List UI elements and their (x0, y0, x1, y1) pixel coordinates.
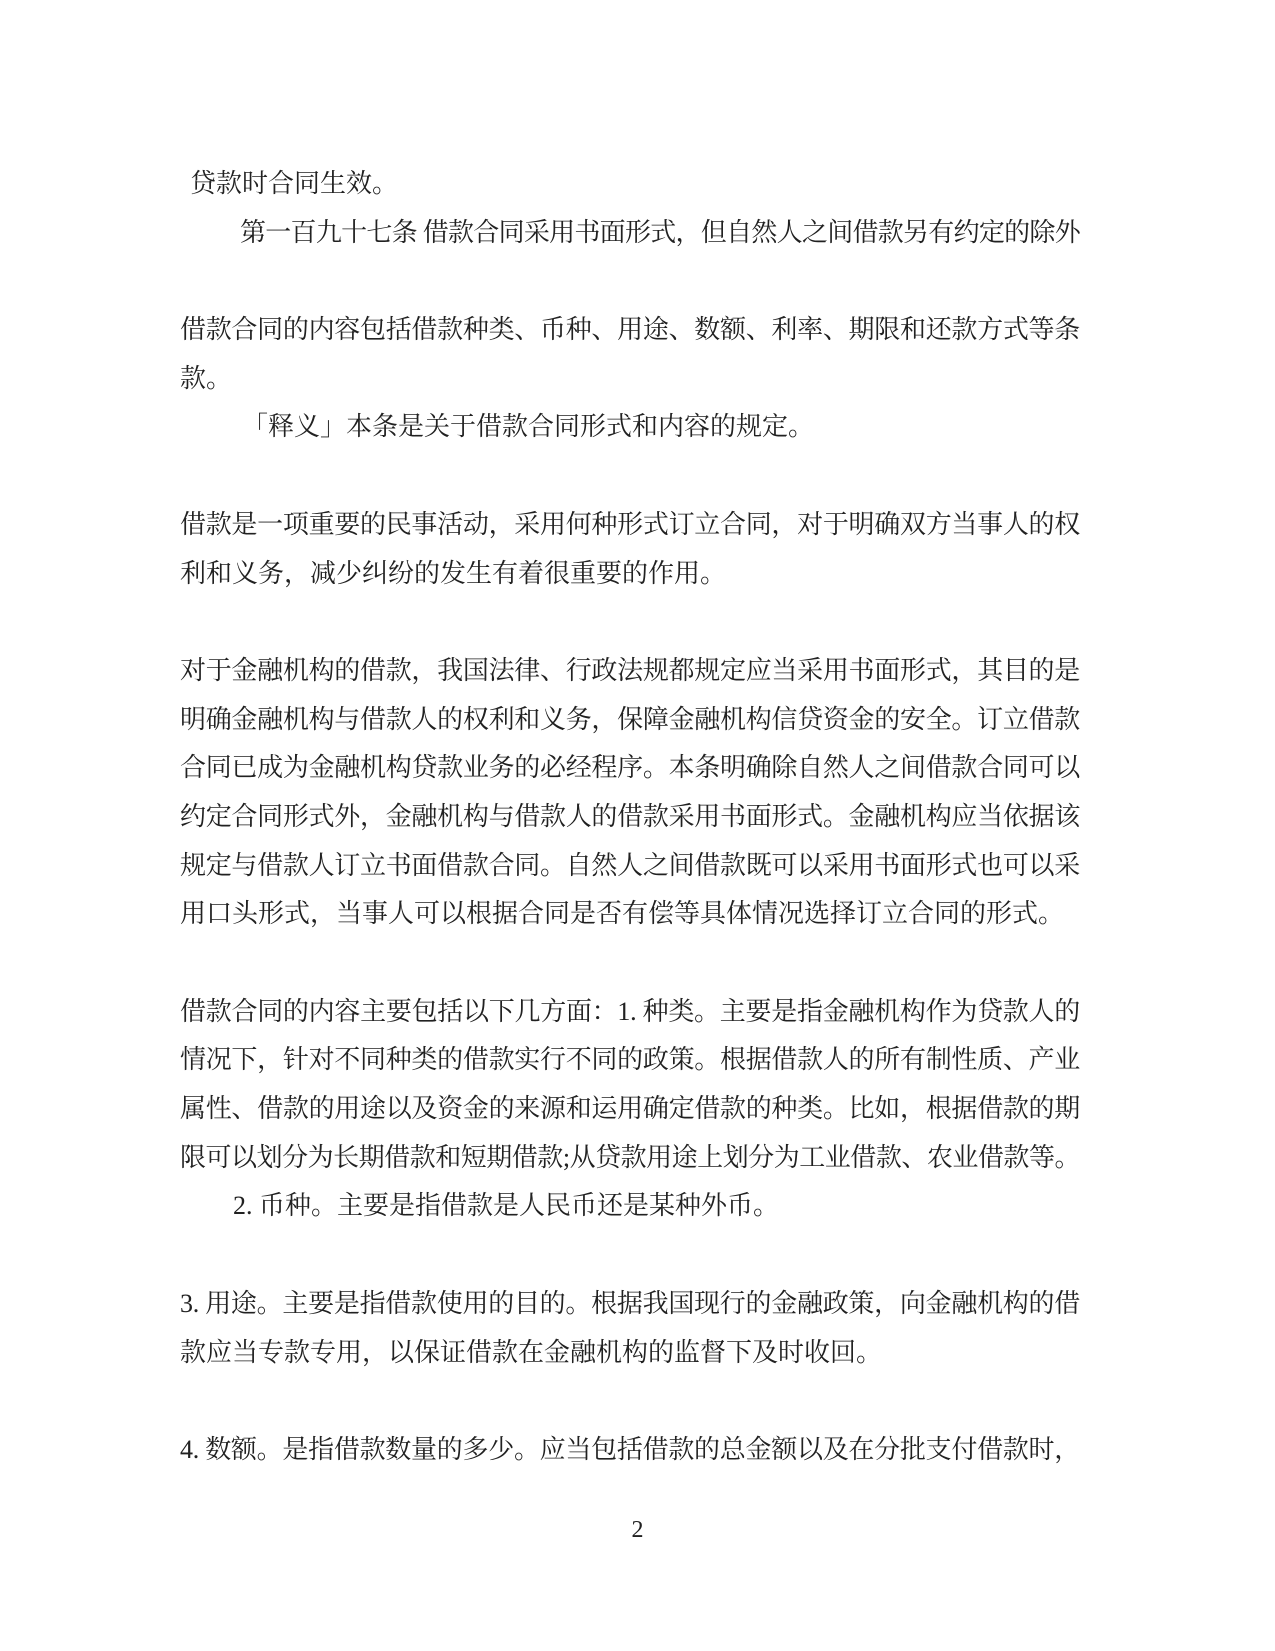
para-financial-written-form (180, 647, 1080, 939)
text-run: 规定与借款人订立书面借款合同。自然人之间借款既可以采用书面形式也可以采 (180, 850, 1080, 880)
text-run: 利和义务，减少纠纷的发生有着很重要的作用。 (180, 558, 727, 588)
text-line (180, 1036, 1080, 1085)
text-line (180, 793, 1080, 842)
para-borrowing-importance (180, 501, 1080, 598)
para-item-4-amount (180, 1426, 1080, 1475)
text-line (180, 306, 1080, 355)
text-line (180, 1280, 1080, 1329)
text-run: 款。 (180, 363, 233, 393)
para-loan-effective (180, 160, 1080, 209)
text-run: 贷款时合同生效。 (190, 169, 399, 198)
text-line (180, 403, 1080, 452)
text-line (180, 988, 1080, 1037)
text-line (180, 1134, 1080, 1183)
page-footer (0, 1515, 1275, 1545)
text-line (180, 160, 1080, 209)
text-run: 用口头形式，当事人可以根据合同是否有偿等具体情况选择订立合同的形式。 (180, 899, 1065, 929)
text-run: 约定合同形式外，金融机构与借款人的借款采用书面形式。金融机构应当依据该 (180, 801, 1080, 831)
text-run: 3. 用途。主要是指借款使用的目的。根据我国现行的金融政策，向金融机构的借 (180, 1288, 1080, 1318)
para-shiyi-note (180, 403, 1080, 452)
text-line (180, 696, 1080, 745)
para-contract-contents (180, 306, 1080, 403)
text-line (180, 501, 1080, 550)
text-run: 限可以划分为长期借款和短期借款;从贷款用途上划分为工业借款、农业借款等。 (180, 1142, 1080, 1172)
text-run: 明确金融机构与借款人的权利和义务，保障金融机构信贷资金的安全。订立借款 (180, 704, 1080, 734)
text-run: 借款是一项重要的民事活动，采用何种形式订立合同，对于明确双方当事人的权 (180, 509, 1080, 539)
text-run: 2. 币种。主要是指借款是人民币还是某种外币。 (233, 1191, 780, 1221)
text-line (180, 1182, 1080, 1231)
text-line (180, 550, 1080, 599)
text-run: 情况下，针对不同种类的借款实行不同的政策。根据借款人的所有制性质、产业 (180, 1045, 1080, 1075)
text-line (180, 842, 1080, 891)
text-line (180, 647, 1080, 696)
text-run: 4. 数额。是指借款数量的多少。应当包括借款的总金额以及在分批支付借款时， (180, 1434, 1080, 1464)
text-line (180, 209, 1080, 258)
para-item-1-category (180, 988, 1080, 1183)
text-run: 合同已成为金融机构贷款业务的必经程序。本条明确除自然人之间借款合同可以 (180, 753, 1080, 783)
text-line (180, 890, 1080, 939)
text-run: 对于金融机构的借款，我国法律、行政法规都规定应当采用书面形式，其目的是 (180, 655, 1080, 685)
text-run: 属性、借款的用途以及资金的来源和运用确定借款的种类。比如，根据借款的期 (180, 1094, 1080, 1124)
para-article-197 (180, 209, 1080, 258)
text-line (180, 355, 1080, 404)
text-run: 款应当专款专用，以保证借款在金融机构的监督下及时收回。 (180, 1337, 883, 1367)
text-line (180, 1329, 1080, 1378)
text-line (180, 1085, 1080, 1134)
text-line (180, 744, 1080, 793)
text-line (180, 1426, 1080, 1475)
document-body (180, 160, 1080, 1475)
para-item-3-purpose (180, 1280, 1080, 1377)
text-run: 第一百九十七条 借款合同采用书面形式，但自然人之间借款另有约定的除外 (240, 217, 1080, 247)
text-run: 借款合同的内容主要包括以下几方面：1. 种类。主要是指金融机构作为贷款人的 (180, 996, 1080, 1026)
para-item-2-currency (180, 1182, 1080, 1231)
page-number: 2 (631, 1517, 644, 1543)
text-run: 借款合同的内容包括借款种类、币种、用途、数额、利率、期限和还款方式等条 (180, 315, 1080, 345)
text-run: 「释义」本条是关于借款合同形式和内容的规定。 (242, 412, 815, 442)
